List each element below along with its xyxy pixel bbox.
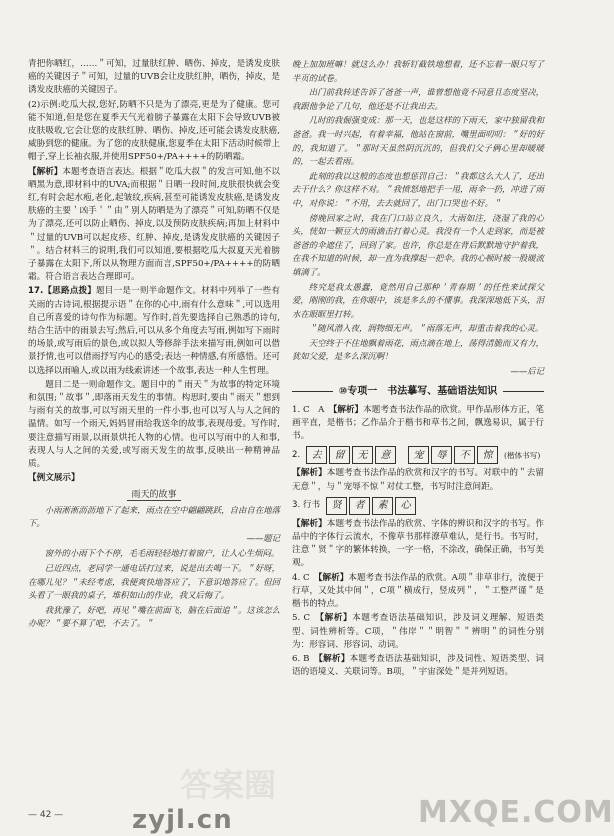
example-tag: 【例文展示】 bbox=[28, 473, 80, 484]
section-title: 专项一 书法摹写、基础语法知识 bbox=[347, 385, 498, 397]
answer-key: 1. C A bbox=[292, 404, 325, 415]
analysis-tag: 【解析】 bbox=[28, 166, 63, 177]
analysis-tag: 【解析】 bbox=[333, 404, 364, 415]
analysis-tag: 【解析】 bbox=[319, 613, 353, 624]
answer-key: 6. B bbox=[292, 653, 310, 664]
essay-paragraph: 出门前我转述告诉了爸爸一声，谁曾想他竟不同意且态度坚决，我跟他争论了几句，他还是不让我出去。 bbox=[292, 87, 544, 111]
char-cell: 不 bbox=[454, 446, 475, 464]
char-cell: 心 bbox=[395, 497, 416, 515]
left-column bbox=[28, 58, 280, 632]
answer-number: 2. bbox=[292, 449, 301, 460]
answer-5 bbox=[292, 612, 544, 652]
char-cell: 无 bbox=[352, 446, 373, 464]
question-number: 17. bbox=[28, 286, 44, 297]
analysis-paragraph bbox=[292, 467, 544, 493]
char-cell: 素 bbox=[372, 497, 393, 515]
watermark-center: 答案圈 bbox=[180, 766, 277, 804]
answer-key: 5. C bbox=[292, 613, 311, 624]
divider bbox=[292, 391, 333, 392]
answer-2-boxes bbox=[292, 446, 544, 464]
answer-3-boxes bbox=[292, 497, 544, 515]
answer-number: 3. 行书 bbox=[292, 500, 321, 511]
question-17 bbox=[28, 285, 280, 377]
analysis-text: 本题考查书法作品的欣赏、字体的辨识和汉字的书写。作品中的字体行云流水，不像草书那样潦草难认，是行书。书写时，注意＂贤＂字的繁体转换，一字一格，不涂改，确保正确，书写美观。 bbox=[292, 518, 544, 569]
section-header bbox=[292, 385, 544, 398]
char-cell: 去 bbox=[306, 446, 327, 464]
watermark-left: zyjl.cn bbox=[132, 805, 233, 835]
paragraph: 青把你晒红，……＂可知，过量肤红肿、晒伤、掉皮，是诱发皮肤癌的关键因子＂可知，过量的UVB会让皮肤红肿，晒伤，掉皮，是诱发皮肤癌的关键因子。 bbox=[28, 59, 280, 96]
section-number: ⑩ bbox=[338, 385, 348, 397]
essay-title: 雨天的故事 bbox=[28, 489, 280, 502]
char-cell: 者 bbox=[349, 497, 370, 515]
essay-paragraph: 傍晚回家之时，我在门口站立良久，大雨如注，浇湿了我的心头，恍如一颗豆大的雨滴击打着心灵。我没有一个人走到家，而是被爸爸的伞遮住了，回到了家。也许，你总是在背后默默地守护着我，在我不知道的时候，却一直为我撑起一把伞。我的心顿时被一股暖流填满了。 bbox=[292, 212, 544, 277]
paragraph: (2)示例:吃瓜大叔,您好,防晒不只是为了漂亮,更是为了健康。您可能不知道,但是您在夏季天气光着膀子暴露在太阳下会导致UVB被皮肤吸收,它会让您的皮肤红肿、晒伤、掉皮,还可能会诱发皮肤癌,威胁到您的健康。为了您的皮肤健康,您夏季在太阳下活动时候带上帽子,穿上长袖衣服,并使用SPF50+/PA++++的防晒霜。 bbox=[28, 99, 280, 163]
paragraph: 题目二是一则命题作文。题目中的＂雨天＂为故事的特定环境和氛围;＂故事＂,即落雨天发生的事情。构思时,要由＂雨天＂想到与雨有关的故事,可以写雨天里的一件小事,也可以写人与人之间的温情。如写一个雨天,妈妈冒雨给我送伞的故事,表现母爱。写作时,要注意描写雨景,以雨景烘托人物的心情。也可以写雨中的人和事,表现人与人之间的关爱,或写雨天发生的故事,反映出一种精神品质。 bbox=[28, 379, 280, 470]
analysis-text: 本题考查语法基础知识，涉及词性、短语类型、词语的语境义、关联词等。B项，＂宇宙深处＂是并列短语。 bbox=[292, 653, 544, 678]
essay-paragraph: 几时的我倔强变成：那一天，也是这样的下雨天，家中独留我和爸爸。我一时兴起，有着幸福，他站在窗前，嘴里面叨叨：＂好的好的，我知道了。＂那时天虽然阴沉沉的，但我们父子俩心里却暖暖的，一起去看雨。 bbox=[292, 115, 544, 167]
char-cell: 意 bbox=[375, 446, 396, 464]
analysis-paragraph bbox=[28, 166, 280, 285]
answer-key: 4. C bbox=[292, 572, 310, 583]
essay-afterword: ——后记 bbox=[510, 366, 544, 377]
analysis-paragraph bbox=[292, 518, 544, 571]
analysis-tag: 【解析】 bbox=[292, 468, 327, 479]
watermark-right: MXQE.COM bbox=[418, 795, 614, 830]
essay-paragraph: 此刻的我以这般的态度也想惩罚自己：＂我都这么大人了，还出去干什么？你这样不对。＂我愤怒地把手一甩，雨伞一扔，冲进了雨中，对你说：＂不用，去去就回了，出门口哭也不好。＂ bbox=[292, 170, 544, 208]
char-cell: 辱 bbox=[431, 446, 452, 464]
hint-tag: 【思路点拨】 bbox=[43, 286, 97, 297]
char-cell: 留 bbox=[329, 446, 350, 464]
analysis-tag: 【解析】 bbox=[318, 572, 349, 583]
page-number: — 42 — bbox=[28, 810, 64, 820]
essay-paragraph: 已近四点，老同学一通电话打过来，说是出去喝一下。＂好呀，在哪儿见？＂未经考虑，我便爽快地答应了，下意识地答应了。但回头看了一眼我的桌子，堆积如山的作业，我又后悔了。 bbox=[28, 563, 280, 601]
char-cell: 贤 bbox=[326, 497, 347, 515]
analysis-tag: 【解析】 bbox=[292, 518, 327, 529]
essay-epigraph: 小雨淅淅沥沥地下了起来，雨点在空中翩翩跳跃，自由自在地落下。 bbox=[28, 504, 280, 529]
divider bbox=[503, 391, 544, 392]
char-cell: 宠 bbox=[408, 446, 429, 464]
essay-paragraph: 终究是我太愚蠢，竟然用自己那种＇青春期＇的任性来试探父爱，刚刚的我，在你眼中，该是多么的不懂事。我深深地低下头，泪水在眼眶里打转。 bbox=[292, 281, 544, 319]
char-cell: 惊 bbox=[477, 446, 498, 464]
essay-paragraph: 窗外的小雨下个不停，毛毛雨轻轻地打着窗户，让人心生烦闷。 bbox=[44, 548, 280, 559]
essay-paragraph: ＂随风潜入夜，润物细无声。＂雨落无声，却重击着我的心灵。 bbox=[308, 323, 544, 334]
essay-paragraph: 晚上加加班嘛！就这么办！我斩钉截铁地想着，还不忘着一眼只写了半页的试卷。 bbox=[292, 59, 544, 83]
essay-paragraph: 我犹豫了，好吧，再见＂嘴在前面飞，脑在后面追＂。这该怎么办呢？＂要不算了吧，不去了。＂ bbox=[28, 604, 280, 629]
answer-6 bbox=[292, 653, 544, 679]
analysis-text: 本题考查书法作品的欣赏。A项＂非草非行，流便于行草，又处其中间＂，C项＂横成行，竖成列＂，＂工整严谨＂是楷书的特点。 bbox=[292, 572, 544, 610]
analysis-text: 本题考查语言表达。根据＂吃瓜大叔＂的发言可知,他不以晒黑为意,即材料中的UVA;而根据＂日晒一段时间,皮肤很快就会变红,有时会起水疱,老化,起皱纹,疾病,甚至可能诱发皮肤癌,是诱发皮肤癌的主要＇凶手＇＂由＂别人防晒是为了漂亮＂可知,防晒不仅是为了漂亮,还可以防止晒伤、掉皮,以及预防皮肤疾病;再加上材料中＂过量的UVB可以起皮疹、红肿、掉皮,是诱发皮肤癌的关键因子＂。结合材料三的说明,我们可以知道,要根据吃瓜大叔夏天光着膀子暴露在太阳下,所以从物理方面而言,SPF50+/PA++++的防晒霜。符合语言表达合理即可。 bbox=[28, 166, 280, 283]
essay-epigraph-by: ——题记 bbox=[246, 532, 280, 543]
analysis-text: 本题考查书法作品的欣赏和汉字的书写。对联中的＂去留无意＂，与＂宠辱不惊＂对仗工整，书写时注意间距。 bbox=[292, 468, 544, 492]
writing-note: (楷体书写) bbox=[504, 450, 541, 460]
answer-1 bbox=[292, 404, 544, 444]
right-column bbox=[292, 58, 544, 680]
analysis-text: 本题考查书法作品的欣赏。甲作品形体方正，笔画平直，是楷书；乙作品介于楷书和草书之间，飘逸易识，属于行书。 bbox=[292, 404, 544, 442]
analysis-tag: 【解析】 bbox=[318, 653, 350, 664]
answer-4 bbox=[292, 572, 544, 612]
question-text: 题目一是一则半命题作文。材料中列举了一些有关雨的古诗词,根据提示语＂在你的心中,雨有什么意味＂,可以选用自己所喜爱的诗句作为标题。写作时,首先要选择自己熟悉的诗句,结合生活中的雨景去写;然后,可以从多个角度去写雨,例如写下雨时的场景,或写雨后的景色,或以拟人等修辞手法来描写雨,例如可以借景抒情,也可以借雨抒写内心的感受;表达一种情感,有所感悟。还可以选择以雨喻人,或以雨为线索讲述一个故事,表达一种人生哲理。 bbox=[28, 286, 280, 376]
analysis-text: 本题考查语法基础知识，涉及词义理解、短语类型、词性辨析等。C项，＂伟岸＂＂明智＂＂辨明＂的词性分别为：形容词、形容词、动词。 bbox=[292, 613, 544, 650]
essay-paragraph: 天空终于不住地飘着雨花，雨点滴在地上，荡得清脆而又有力，犹如父爱，是多么深沉啊！ bbox=[292, 337, 544, 362]
